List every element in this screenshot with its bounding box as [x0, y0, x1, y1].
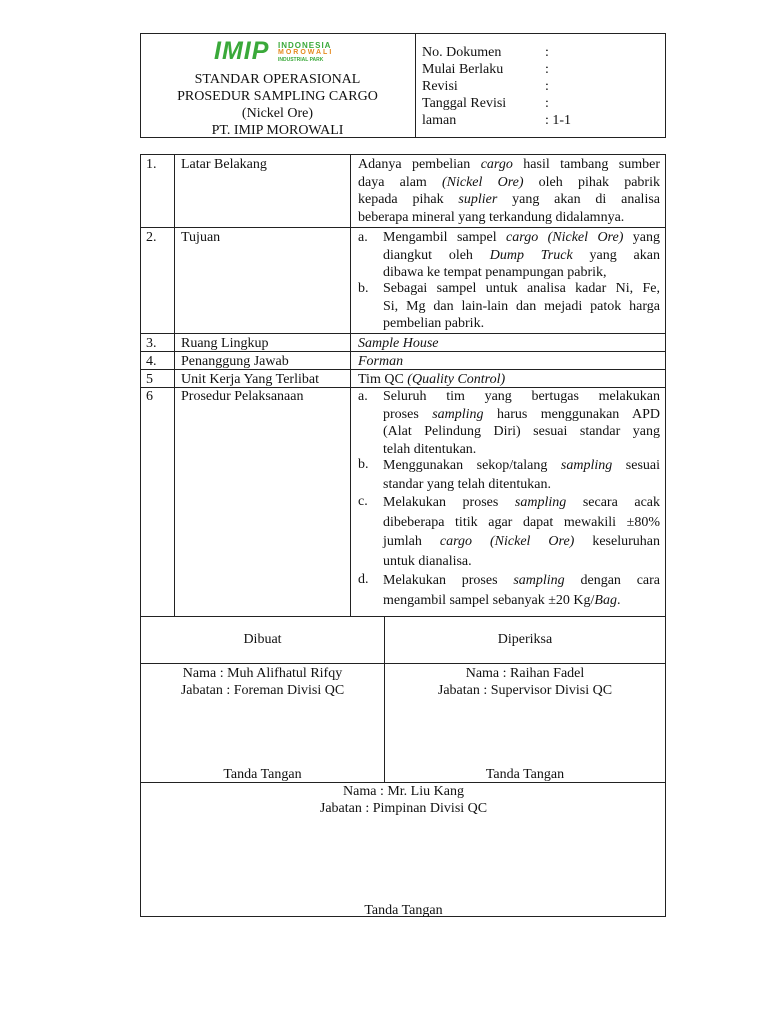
- doc-title-line-2: PROSEDUR SAMPLING CARGO: [177, 89, 378, 104]
- row-content-italic: (Quality Control): [407, 372, 506, 387]
- text-line: telah ditentukan.: [383, 441, 477, 457]
- checker-name: Nama : Raihan Fadel: [465, 666, 585, 681]
- row-number: 6: [146, 389, 153, 404]
- row-number: 5: [146, 372, 153, 387]
- text-line: Menggunakan sekop/talang sampling sesuai: [383, 458, 660, 473]
- dibuat-label: Dibuat: [243, 632, 282, 647]
- doc-info-label: Mulai Berlaku: [422, 62, 504, 77]
- approver-name: Nama : Mr. Liu Kang: [343, 784, 464, 799]
- list-marker: b.: [358, 281, 369, 296]
- prosedur-item-b: [383, 456, 660, 494]
- checker-signature-label: Tanda Tangan: [485, 767, 565, 782]
- text-line: dibawa ke tempat penampungan pabrik,: [383, 265, 607, 281]
- doc-title-line-1: STANDAR OPERASIONAL: [194, 72, 361, 87]
- list-marker: a.: [358, 230, 368, 245]
- text-line: proses sampling harus menggunakan APD: [383, 406, 660, 422]
- table-col-line: [174, 154, 175, 616]
- row-content: Forman: [358, 354, 404, 369]
- latar-belakang-text: [358, 156, 660, 226]
- doc-info-value: :: [545, 62, 549, 77]
- logo-line-2: MOROWALI: [278, 49, 334, 56]
- row-item: Unit Kerja Yang Terlibat: [181, 372, 319, 387]
- row-content-plain: Tim QC: [358, 372, 408, 387]
- row-item: Prosedur Pelaksanaan: [181, 389, 304, 404]
- checker-position: Jabatan : Supervisor Divisi QC: [437, 683, 613, 698]
- logo-line-3: INDUSTRIAL PARK: [278, 57, 324, 63]
- text-line: standar yang telah ditentukan.: [383, 477, 551, 492]
- text-line: kepada pihak suplier yang akan di analisa: [358, 192, 660, 208]
- logo-mark: IMIP: [214, 37, 270, 65]
- tujuan-item-b: [383, 280, 660, 333]
- signature-row-line: [140, 663, 666, 664]
- header-divider: [415, 33, 416, 138]
- table-col-line: [350, 154, 351, 616]
- text-line: mengambil sampel sebanyak ±20 Kg/Bag.: [383, 592, 621, 608]
- text-line: jumlah cargo (Nickel Ore) keseluruhan: [383, 534, 660, 549]
- doc-info-label: No. Dokumen: [422, 45, 502, 60]
- text-line: Mengambil sampel cargo (Nickel Ore) yang: [383, 230, 661, 245]
- list-marker: a.: [358, 389, 368, 404]
- doc-info-label: Revisi: [422, 79, 458, 94]
- doc-info-label: laman: [422, 113, 457, 128]
- row-content: Sample House: [358, 336, 439, 351]
- text-line: Adanya pembelian cargo hasil tambang sumber: [358, 157, 660, 172]
- text-line: Sebagai sampel untuk analisa kadar Ni, Fe,: [383, 281, 660, 296]
- row-number: 2.: [146, 230, 157, 245]
- approver-position: Jabatan : Pimpinan Divisi QC: [319, 801, 488, 816]
- text-line: pembelian pabrik.: [383, 316, 485, 332]
- text-line: Melakukan proses sampling dengan cara: [383, 573, 660, 588]
- text-line: (Alat Pelindung Diri) sesuai standar yang: [383, 424, 660, 440]
- row-item: Latar Belakang: [181, 157, 267, 172]
- table-row-line: [140, 227, 666, 228]
- text-line: Si, Mg dan lain-lain dan mejadi patok harga: [383, 298, 660, 314]
- row-item: Ruang Lingkup: [181, 336, 269, 351]
- maker-signature-label: Tanda Tangan: [223, 767, 302, 782]
- doc-info-value: : 1-1: [545, 113, 572, 128]
- diperiksa-label: Diperiksa: [497, 632, 553, 647]
- list-marker: c.: [358, 494, 368, 509]
- list-marker: d.: [358, 572, 369, 587]
- list-marker: b.: [358, 457, 369, 472]
- doc-info-value: :: [545, 96, 549, 111]
- table-row-line: [140, 333, 666, 334]
- row-content: [358, 371, 505, 388]
- text-line: diangkut oleh Dump Truck yang akan: [383, 247, 660, 263]
- row-number: 4.: [146, 354, 157, 369]
- text-line: Seluruh tim yang bertugas melakukan: [383, 389, 660, 404]
- doc-title-line-3: (Nickel Ore): [241, 106, 314, 121]
- logo-line-1: INDONESIA: [278, 41, 332, 50]
- doc-info-value: :: [545, 79, 549, 94]
- maker-name: Nama : Muh Alifhatul Rifqy: [182, 666, 343, 681]
- prosedur-item-d: [383, 571, 660, 610]
- row-number: 3.: [146, 336, 157, 351]
- doc-info-value: :: [545, 45, 549, 60]
- doc-title-line-4: PT. IMIP MOROWALI: [211, 123, 344, 138]
- prosedur-item-c: [383, 493, 660, 571]
- maker-position: Jabatan : Foreman Divisi QC: [180, 683, 345, 698]
- row-number: 1.: [146, 157, 157, 172]
- company-logo: [214, 37, 344, 66]
- text-line: Melakukan proses sampling secara acak: [383, 495, 660, 510]
- doc-info-label: Tanggal Revisi: [422, 96, 507, 111]
- tujuan-item-a: [383, 229, 660, 282]
- text-line: dibeberapa titik agar dapat mewakili ±80%: [383, 514, 660, 530]
- text-line: untuk dianalisa.: [383, 553, 472, 569]
- text-line: beberapa mineral yang terkandung didalamnya.: [358, 209, 625, 225]
- row-item: Penanggung Jawab: [181, 354, 289, 369]
- row-item: Tujuan: [181, 230, 221, 245]
- approver-signature-label: Tanda Tangan: [364, 903, 443, 918]
- text-line: daya alam (Nickel Ore) oleh pihak pabrik: [358, 174, 660, 190]
- prosedur-item-a: [383, 388, 660, 458]
